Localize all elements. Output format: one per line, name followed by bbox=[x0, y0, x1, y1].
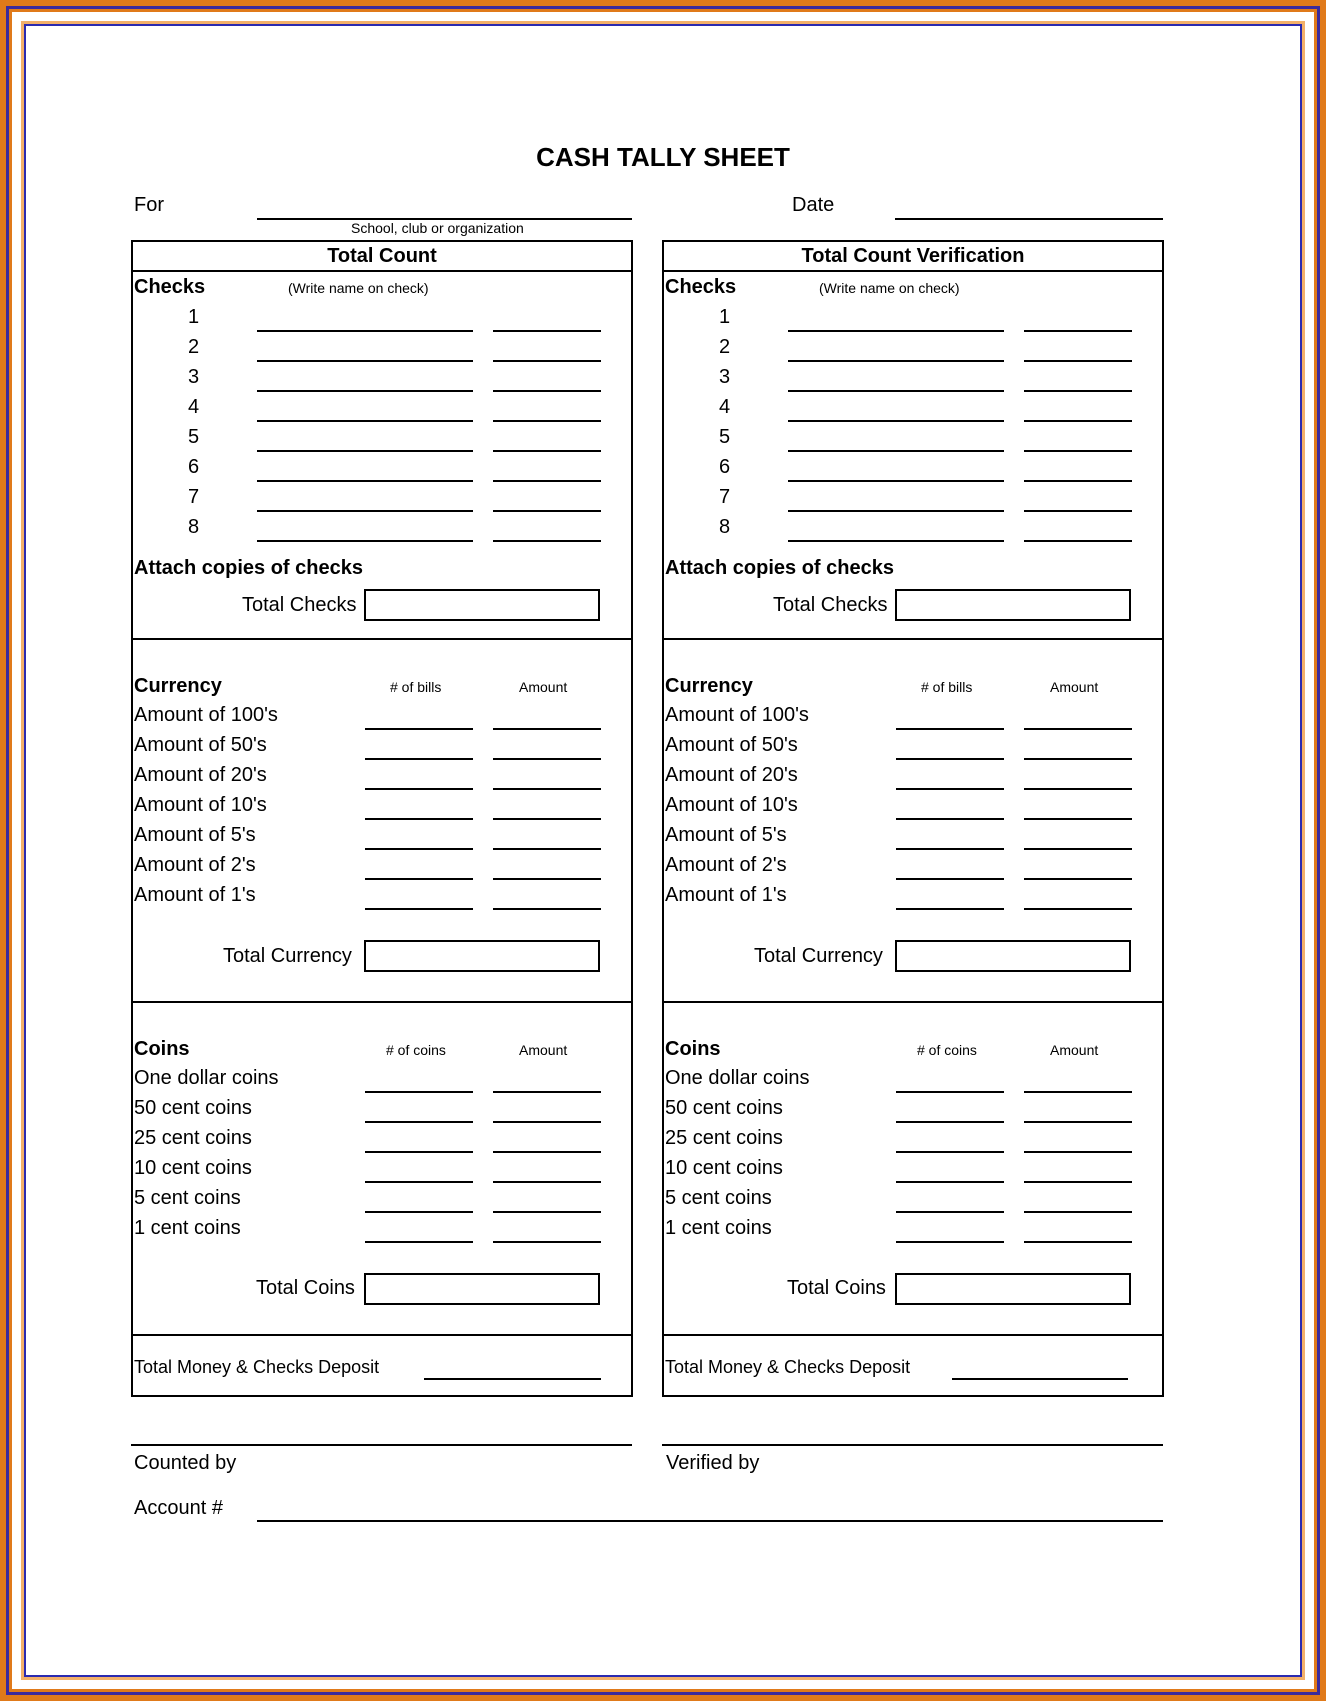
coins-amount-field[interactable] bbox=[493, 1241, 601, 1243]
currency-row-label: Amount of 5's bbox=[665, 824, 787, 846]
check-amount-field[interactable] bbox=[1024, 420, 1132, 422]
currency-row-label: Amount of 5's bbox=[134, 824, 256, 846]
checks-label: Checks bbox=[665, 276, 737, 298]
checks-note: (Write name on check) bbox=[819, 280, 960, 296]
total-coins-label: Total Coins bbox=[787, 1277, 886, 1299]
check-number: 5 bbox=[719, 426, 731, 448]
check-amount-field[interactable] bbox=[1024, 510, 1132, 512]
coins-count-field[interactable] bbox=[365, 1211, 473, 1213]
bills-amount-field[interactable] bbox=[493, 818, 601, 820]
coins-column-header: # of coins bbox=[917, 1042, 977, 1058]
check-name-field[interactable] bbox=[257, 330, 473, 332]
check-amount-field[interactable] bbox=[1024, 450, 1132, 452]
bills-amount-field[interactable] bbox=[1024, 878, 1132, 880]
check-name-field[interactable] bbox=[257, 450, 473, 452]
check-name-field[interactable] bbox=[257, 360, 473, 362]
currency-row-label: Amount of 100's bbox=[134, 704, 278, 726]
check-name-field[interactable] bbox=[788, 540, 1004, 542]
coins-count-field[interactable] bbox=[365, 1091, 473, 1093]
total-checks-label: Total Checks bbox=[773, 594, 888, 616]
bills-amount-field[interactable] bbox=[1024, 758, 1132, 760]
bills-count-field[interactable] bbox=[896, 848, 1004, 850]
coins-count-field[interactable] bbox=[365, 1241, 473, 1243]
check-name-field[interactable] bbox=[788, 330, 1004, 332]
counted-by-label: Counted by bbox=[134, 1452, 237, 1474]
bills-count-field[interactable] bbox=[365, 788, 473, 790]
check-amount-field[interactable] bbox=[493, 450, 601, 452]
deposit-label: Total Money & Checks Deposit bbox=[134, 1357, 380, 1377]
bills-amount-field[interactable] bbox=[493, 878, 601, 880]
total-checks-label: Total Checks bbox=[242, 594, 357, 616]
section-divider bbox=[662, 638, 1164, 640]
for-label: For bbox=[134, 194, 164, 216]
check-number: 4 bbox=[719, 396, 731, 418]
currency-row-label: Amount of 50's bbox=[134, 734, 267, 756]
total-currency-label: Total Currency bbox=[223, 945, 352, 967]
currency-label: Currency bbox=[665, 675, 753, 697]
account-field[interactable] bbox=[257, 1520, 1163, 1522]
deposit-field[interactable] bbox=[424, 1378, 601, 1380]
coins-count-field[interactable] bbox=[896, 1241, 1004, 1243]
bills-count-field[interactable] bbox=[365, 758, 473, 760]
coin-row-label: 50 cent coins bbox=[665, 1097, 783, 1119]
coins-count-field[interactable] bbox=[896, 1121, 1004, 1123]
coins-amount-column-header: Amount bbox=[519, 1042, 568, 1058]
check-amount-field[interactable] bbox=[1024, 360, 1132, 362]
check-amount-field[interactable] bbox=[1024, 330, 1132, 332]
coins-count-field[interactable] bbox=[365, 1121, 473, 1123]
coin-row-label: One dollar coins bbox=[134, 1067, 279, 1089]
coin-row-label: 25 cent coins bbox=[665, 1127, 783, 1149]
currency-row-label: Amount of 50's bbox=[665, 734, 798, 756]
check-name-field[interactable] bbox=[257, 480, 473, 482]
bills-amount-field[interactable] bbox=[1024, 848, 1132, 850]
total-coins-field[interactable] bbox=[364, 1273, 600, 1305]
account-label: Account # bbox=[134, 1497, 223, 1519]
bills-amount-field[interactable] bbox=[1024, 818, 1132, 820]
amount-column-header: Amount bbox=[519, 679, 568, 695]
check-number: 1 bbox=[188, 306, 200, 328]
coins-amount-field[interactable] bbox=[1024, 1151, 1132, 1153]
bills-amount-field[interactable] bbox=[1024, 728, 1132, 730]
check-amount-field[interactable] bbox=[1024, 480, 1132, 482]
total-coins-field[interactable] bbox=[895, 1273, 1131, 1305]
bills-amount-field[interactable] bbox=[493, 758, 601, 760]
total-coins-label: Total Coins bbox=[256, 1277, 355, 1299]
bills-count-field[interactable] bbox=[896, 728, 1004, 730]
check-name-field[interactable] bbox=[788, 420, 1004, 422]
check-name-field[interactable] bbox=[257, 540, 473, 542]
check-number: 5 bbox=[188, 426, 200, 448]
coins-count-field[interactable] bbox=[365, 1181, 473, 1183]
coin-row-label: 5 cent coins bbox=[665, 1187, 772, 1209]
deposit-label: Total Money & Checks Deposit bbox=[665, 1357, 911, 1377]
check-amount-field[interactable] bbox=[493, 510, 601, 512]
coin-row-label: 1 cent coins bbox=[134, 1217, 241, 1239]
coins-amount-field[interactable] bbox=[493, 1211, 601, 1213]
check-amount-field[interactable] bbox=[493, 480, 601, 482]
bills-count-field[interactable] bbox=[365, 908, 473, 910]
section-divider bbox=[131, 638, 633, 640]
amount-column-header: Amount bbox=[1050, 679, 1099, 695]
check-amount-field[interactable] bbox=[1024, 540, 1132, 542]
coin-row-label: One dollar coins bbox=[665, 1067, 810, 1089]
coins-amount-field[interactable] bbox=[1024, 1121, 1132, 1123]
check-number: 1 bbox=[719, 306, 731, 328]
currency-row-label: Amount of 1's bbox=[134, 884, 256, 906]
check-number: 8 bbox=[719, 516, 731, 538]
check-name-field[interactable] bbox=[257, 420, 473, 422]
verified-by-field[interactable] bbox=[662, 1444, 1163, 1446]
coin-row-label: 50 cent coins bbox=[134, 1097, 252, 1119]
bills-amount-field[interactable] bbox=[493, 908, 601, 910]
section-divider bbox=[662, 1001, 1164, 1003]
bills-count-field[interactable] bbox=[896, 908, 1004, 910]
check-number: 2 bbox=[719, 336, 731, 358]
check-number: 7 bbox=[719, 486, 731, 508]
check-amount-field[interactable] bbox=[493, 360, 601, 362]
currency-row-label: Amount of 20's bbox=[665, 764, 798, 786]
bills-column-header: # of bills bbox=[921, 679, 973, 695]
coins-amount-field[interactable] bbox=[493, 1121, 601, 1123]
currency-row-label: Amount of 100's bbox=[665, 704, 809, 726]
bills-count-field[interactable] bbox=[896, 788, 1004, 790]
check-number: 2 bbox=[188, 336, 200, 358]
coin-row-label: 1 cent coins bbox=[665, 1217, 772, 1239]
total-checks-field[interactable] bbox=[895, 589, 1131, 621]
coins-amount-column-header: Amount bbox=[1050, 1042, 1099, 1058]
coin-row-label: 10 cent coins bbox=[665, 1157, 783, 1179]
check-number: 3 bbox=[719, 366, 731, 388]
check-name-field[interactable] bbox=[257, 510, 473, 512]
check-amount-field[interactable] bbox=[493, 540, 601, 542]
coins-count-field[interactable] bbox=[365, 1151, 473, 1153]
date-field[interactable] bbox=[895, 218, 1163, 220]
panel-heading: Total Count bbox=[327, 245, 437, 267]
currency-row-label: Amount of 1's bbox=[665, 884, 787, 906]
total-currency-field[interactable] bbox=[895, 940, 1131, 972]
check-amount-field[interactable] bbox=[493, 390, 601, 392]
bills-amount-field[interactable] bbox=[493, 788, 601, 790]
coins-amount-field[interactable] bbox=[1024, 1211, 1132, 1213]
bills-amount-field[interactable] bbox=[1024, 788, 1132, 790]
coins-count-field[interactable] bbox=[896, 1091, 1004, 1093]
coin-row-label: 5 cent coins bbox=[134, 1187, 241, 1209]
check-name-field[interactable] bbox=[788, 480, 1004, 482]
bills-count-field[interactable] bbox=[365, 878, 473, 880]
total-checks-field[interactable] bbox=[364, 589, 600, 621]
page-title: CASH TALLY SHEET bbox=[536, 142, 790, 172]
checks-label: Checks bbox=[134, 276, 206, 298]
coin-row-label: 25 cent coins bbox=[134, 1127, 252, 1149]
check-name-field[interactable] bbox=[788, 510, 1004, 512]
check-amount-field[interactable] bbox=[1024, 390, 1132, 392]
section-divider bbox=[131, 1001, 633, 1003]
coins-amount-field[interactable] bbox=[1024, 1241, 1132, 1243]
section-divider bbox=[662, 1334, 1164, 1336]
bills-column-header: # of bills bbox=[390, 679, 442, 695]
bills-amount-field[interactable] bbox=[1024, 908, 1132, 910]
bills-count-field[interactable] bbox=[365, 818, 473, 820]
coins-label: Coins bbox=[665, 1038, 721, 1060]
check-number: 6 bbox=[719, 456, 731, 478]
check-number: 6 bbox=[188, 456, 200, 478]
check-number: 7 bbox=[188, 486, 200, 508]
currency-label: Currency bbox=[134, 675, 222, 697]
section-divider bbox=[131, 1334, 633, 1336]
for-caption: School, club or organization bbox=[351, 220, 524, 236]
panel-heading-divider bbox=[131, 270, 633, 272]
total-currency-label: Total Currency bbox=[754, 945, 883, 967]
check-number: 4 bbox=[188, 396, 200, 418]
coins-amount-field[interactable] bbox=[493, 1091, 601, 1093]
currency-row-label: Amount of 2's bbox=[134, 854, 256, 876]
attach-checks-note: Attach copies of checks bbox=[134, 557, 363, 579]
coins-amount-field[interactable] bbox=[1024, 1181, 1132, 1183]
check-amount-field[interactable] bbox=[493, 330, 601, 332]
currency-row-label: Amount of 2's bbox=[665, 854, 787, 876]
bills-count-field[interactable] bbox=[896, 818, 1004, 820]
currency-row-label: Amount of 10's bbox=[665, 794, 798, 816]
coins-count-field[interactable] bbox=[896, 1151, 1004, 1153]
total-currency-field[interactable] bbox=[364, 940, 600, 972]
bills-count-field[interactable] bbox=[365, 848, 473, 850]
panel-heading: Total Count Verification bbox=[801, 245, 1025, 267]
counted-by-field[interactable] bbox=[131, 1444, 632, 1446]
check-number: 8 bbox=[188, 516, 200, 538]
deposit-field[interactable] bbox=[952, 1378, 1128, 1380]
coin-row-label: 10 cent coins bbox=[134, 1157, 252, 1179]
date-label: Date bbox=[792, 194, 835, 216]
coins-amount-field[interactable] bbox=[493, 1181, 601, 1183]
attach-checks-note: Attach copies of checks bbox=[665, 557, 894, 579]
coins-amount-field[interactable] bbox=[1024, 1091, 1132, 1093]
coins-count-field[interactable] bbox=[896, 1181, 1004, 1183]
check-name-field[interactable] bbox=[788, 450, 1004, 452]
currency-row-label: Amount of 20's bbox=[134, 764, 267, 786]
coins-count-field[interactable] bbox=[896, 1211, 1004, 1213]
coins-label: Coins bbox=[134, 1038, 190, 1060]
check-name-field[interactable] bbox=[257, 390, 473, 392]
verified-by-label: Verified by bbox=[666, 1452, 760, 1474]
check-name-field[interactable] bbox=[788, 390, 1004, 392]
bills-amount-field[interactable] bbox=[493, 728, 601, 730]
coins-column-header: # of coins bbox=[386, 1042, 446, 1058]
check-name-field[interactable] bbox=[788, 360, 1004, 362]
check-number: 3 bbox=[188, 366, 200, 388]
bills-amount-field[interactable] bbox=[493, 848, 601, 850]
bills-count-field[interactable] bbox=[896, 878, 1004, 880]
bills-count-field[interactable] bbox=[896, 758, 1004, 760]
coins-amount-field[interactable] bbox=[493, 1151, 601, 1153]
bills-count-field[interactable] bbox=[365, 728, 473, 730]
check-amount-field[interactable] bbox=[493, 420, 601, 422]
checks-note: (Write name on check) bbox=[288, 280, 429, 296]
panel-heading-divider bbox=[662, 270, 1164, 272]
currency-row-label: Amount of 10's bbox=[134, 794, 267, 816]
